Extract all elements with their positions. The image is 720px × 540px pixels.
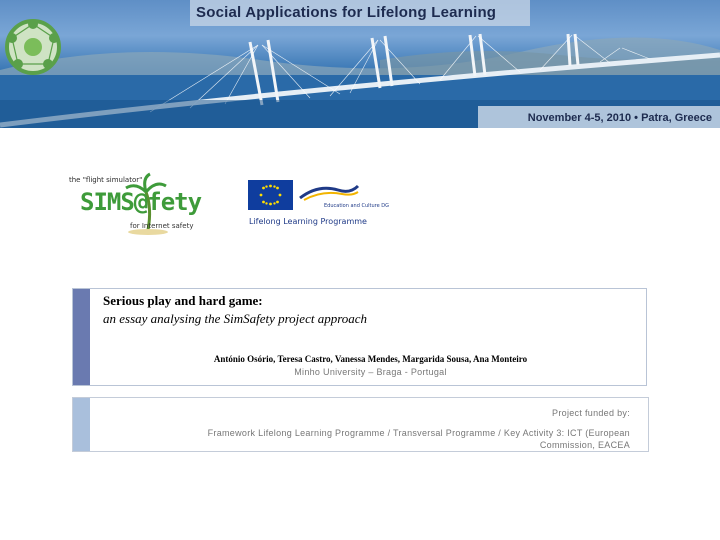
affiliation: Minho University – Braga - Portugal: [294, 367, 447, 377]
presentation-subtitle: an essay analysing the SimSafety project approach: [103, 311, 368, 326]
funding-box-stripe: [73, 398, 90, 451]
funding-label: Project funded by:: [552, 408, 630, 418]
simsafety-wordmark: SIMS@fety: [80, 188, 202, 216]
simsafety-tagline: the "flight simulator": [69, 176, 143, 184]
network-people-icon: [2, 2, 64, 92]
funding-box: [72, 397, 649, 452]
llp-label: Lifelong Learning Programme: [249, 217, 367, 226]
funding-text: Framework Lifelong Learning Programme / Transversal Programme / Key Activity 3: ICT (European Commission, EACEA: [207, 428, 630, 450]
simsafety-subtitle: for Internet safety: [130, 222, 194, 230]
title-box: [72, 288, 647, 386]
education-culture-label: Education and Culture DG: [324, 203, 389, 209]
eu-flag-icon: [248, 180, 293, 210]
education-culture-icon: [298, 180, 360, 204]
banner-title: Social Applications for Lifelong Learning: [196, 4, 497, 21]
presentation-title: Serious play and hard game:: [103, 293, 263, 308]
authors: António Osório, Teresa Castro, Vanessa Mendes, Margarida Sousa, Ana Monteiro: [213, 354, 528, 364]
header-banner: [0, 0, 720, 128]
banner-date: November 4-5, 2010 • Patra, Greece: [527, 112, 712, 124]
